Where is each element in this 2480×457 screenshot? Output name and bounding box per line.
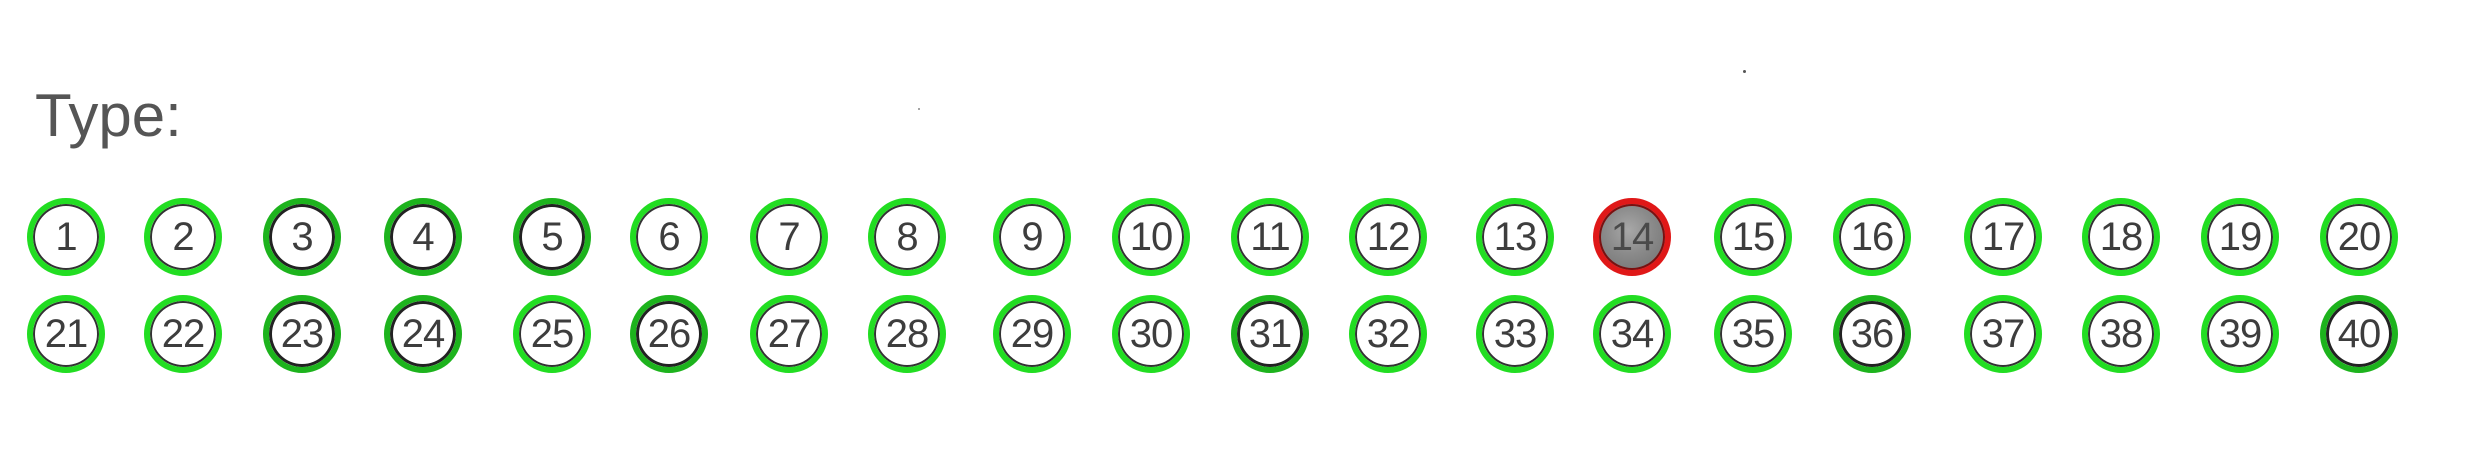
number-option-label: 14 xyxy=(1610,215,1654,259)
number-option-label: 26 xyxy=(647,312,691,356)
number-option-6[interactable] xyxy=(630,198,708,276)
number-option-16[interactable] xyxy=(1833,198,1911,276)
number-option-label: 30 xyxy=(1129,312,1173,356)
number-option-label: 36 xyxy=(1850,312,1894,356)
number-option-25[interactable] xyxy=(513,295,591,373)
number-option-label: 24 xyxy=(401,312,445,356)
number-option-label: 17 xyxy=(1981,215,2025,259)
number-option-label: 29 xyxy=(1010,312,1054,356)
number-option-label: 19 xyxy=(2218,215,2262,259)
number-option-14[interactable] xyxy=(1593,198,1671,276)
number-option-label: 6 xyxy=(658,215,680,259)
number-option-label: 27 xyxy=(767,312,811,356)
scan-speck xyxy=(1743,70,1746,73)
number-option-18[interactable] xyxy=(2082,198,2160,276)
number-option-label: 15 xyxy=(1731,215,1775,259)
number-option-label: 34 xyxy=(1610,312,1654,356)
number-option-37[interactable] xyxy=(1964,295,2042,373)
number-option-label: 2 xyxy=(172,215,194,259)
number-option-label: 25 xyxy=(530,312,574,356)
number-option-label: 38 xyxy=(2099,312,2143,356)
number-option-7[interactable] xyxy=(750,198,828,276)
number-option-39[interactable] xyxy=(2201,295,2279,373)
number-option-label: 35 xyxy=(1731,312,1775,356)
number-option-13[interactable] xyxy=(1476,198,1554,276)
number-option-label: 18 xyxy=(2099,215,2143,259)
number-option-label: 11 xyxy=(1250,215,1290,259)
number-option-label: 21 xyxy=(44,312,88,356)
number-option-15[interactable] xyxy=(1714,198,1792,276)
number-option-label: 23 xyxy=(280,312,324,356)
number-option-22[interactable] xyxy=(144,295,222,373)
number-option-35[interactable] xyxy=(1714,295,1792,373)
number-option-23[interactable] xyxy=(263,295,341,373)
number-option-21[interactable] xyxy=(27,295,105,373)
number-option-31[interactable] xyxy=(1231,295,1309,373)
number-option-9[interactable] xyxy=(993,198,1071,276)
number-option-label: 13 xyxy=(1493,215,1537,259)
number-option-20[interactable] xyxy=(2320,198,2398,276)
number-option-4[interactable] xyxy=(384,198,462,276)
number-option-5[interactable] xyxy=(513,198,591,276)
number-option-8[interactable] xyxy=(868,198,946,276)
number-option-label: 33 xyxy=(1493,312,1537,356)
number-option-label: 1 xyxy=(55,215,77,259)
number-option-label: 16 xyxy=(1850,215,1894,259)
number-option-29[interactable] xyxy=(993,295,1071,373)
number-option-label: 10 xyxy=(1129,215,1173,259)
number-option-1[interactable] xyxy=(27,198,105,276)
number-option-label: 12 xyxy=(1366,215,1410,259)
number-option-3[interactable] xyxy=(263,198,341,276)
number-option-label: 31 xyxy=(1248,312,1292,356)
number-option-label: 7 xyxy=(778,215,800,259)
number-option-label: 5 xyxy=(541,215,563,259)
number-option-28[interactable] xyxy=(868,295,946,373)
number-option-40[interactable] xyxy=(2320,295,2398,373)
number-option-19[interactable] xyxy=(2201,198,2279,276)
number-option-label: 40 xyxy=(2337,312,2381,356)
number-option-label: 37 xyxy=(1981,312,2025,356)
number-option-label: 39 xyxy=(2218,312,2262,356)
number-option-label: 4 xyxy=(412,215,434,259)
scan-speck xyxy=(918,108,920,110)
number-option-12[interactable] xyxy=(1349,198,1427,276)
number-option-26[interactable] xyxy=(630,295,708,373)
number-option-17[interactable] xyxy=(1964,198,2042,276)
number-option-11[interactable] xyxy=(1231,198,1309,276)
number-option-27[interactable] xyxy=(750,295,828,373)
number-option-33[interactable] xyxy=(1476,295,1554,373)
number-option-24[interactable] xyxy=(384,295,462,373)
number-option-34[interactable] xyxy=(1593,295,1671,373)
number-option-38[interactable] xyxy=(2082,295,2160,373)
number-option-32[interactable] xyxy=(1349,295,1427,373)
number-option-label: 32 xyxy=(1366,312,1410,356)
number-option-10[interactable] xyxy=(1112,198,1190,276)
number-option-36[interactable] xyxy=(1833,295,1911,373)
number-option-label: 8 xyxy=(896,215,918,259)
number-option-30[interactable] xyxy=(1112,295,1190,373)
number-option-2[interactable] xyxy=(144,198,222,276)
number-option-label: 9 xyxy=(1021,215,1043,259)
number-option-label: 3 xyxy=(291,215,313,259)
number-option-label: 20 xyxy=(2337,215,2381,259)
type-label: Type: xyxy=(35,82,182,149)
number-option-label: 22 xyxy=(161,312,205,356)
number-option-label: 28 xyxy=(885,312,929,356)
